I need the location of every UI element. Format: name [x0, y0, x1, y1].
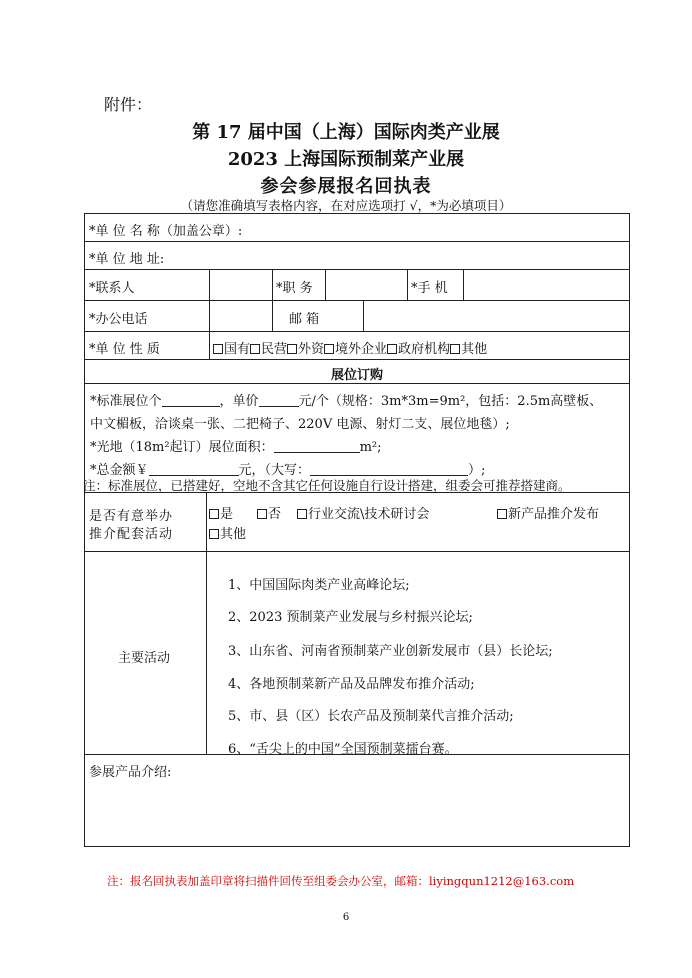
unit-nature-label: *单 位 性 质	[89, 342, 160, 357]
title-line-1: 第 17 届中国（上海）国际肉类产业展	[192, 122, 500, 143]
checkbox-overseas[interactable]: 境外企业	[324, 342, 387, 357]
checkbox-icon	[250, 344, 260, 354]
email-label: 邮 箱	[289, 312, 320, 327]
promo-label-2: 推介配套活动	[89, 527, 174, 542]
row-unit-name[interactable]	[85, 214, 629, 242]
row-main-activities	[85, 552, 629, 755]
divider	[209, 301, 210, 332]
checkbox-other[interactable]: 其他	[450, 342, 487, 357]
divider	[206, 493, 207, 552]
booth-note: 注：标准展位，已搭建好，空地不含其它任何设施自行设计搭建，组委会可推荐搭建商。	[83, 478, 571, 493]
registration-form	[84, 213, 630, 847]
attachment-label: 附件：	[104, 95, 153, 114]
divider	[363, 301, 364, 332]
row-promo-activities	[85, 493, 629, 552]
checkbox-icon	[450, 344, 460, 354]
row-products-intro[interactable]	[85, 755, 629, 846]
checkbox-government[interactable]: 政府机构	[387, 342, 450, 357]
unit-name-label: *单 位 名 称（加盖公章）:	[89, 224, 243, 239]
nature-options	[213, 338, 487, 357]
divider	[206, 552, 207, 755]
office-phone-label: *办公电话	[89, 312, 148, 327]
activity-item: 6、“舌尖上的中国”全国预制菜擂台赛。	[228, 742, 458, 757]
space-area-field[interactable]	[274, 440, 360, 453]
divider	[209, 332, 210, 360]
unit-address-label: *单 位 地 址:	[89, 252, 165, 267]
row-unit-nature	[85, 332, 629, 360]
divider	[272, 270, 273, 301]
amount-in-words-field[interactable]	[310, 463, 468, 476]
checkbox-icon	[297, 509, 307, 519]
row-contact	[85, 270, 629, 301]
mobile-label: *手 机	[411, 281, 448, 296]
position-label: *职 务	[276, 281, 313, 296]
promo-label-1: 是否有意举办	[89, 509, 174, 524]
products-intro-label: 参展产品介绍:	[89, 765, 172, 780]
title-line-3: 参会参展报名回执表	[260, 176, 432, 197]
checkbox-icon	[213, 344, 223, 354]
total-amount-field[interactable]	[149, 463, 239, 476]
checkbox-new-product[interactable]: 新产品推介发布	[497, 503, 599, 522]
booth-count-field[interactable]	[162, 394, 220, 407]
main-activities-label: 主要活动	[118, 651, 171, 666]
booth-line-4: *总金额￥ 元，（大写： ）;	[90, 463, 486, 478]
contact-label: *联系人	[89, 281, 135, 296]
row-unit-address[interactable]	[85, 242, 629, 270]
checkbox-icon	[287, 344, 297, 354]
divider	[209, 270, 210, 301]
activity-item: 1、中国国际肉类产业高峰论坛;	[228, 578, 410, 593]
title-line-2: 2023 上海国际预制菜产业展	[227, 149, 465, 170]
checkbox-yes[interactable]: 是	[209, 503, 233, 522]
booth-line-3: *光地（18m²起订）展位面积： m²;	[90, 440, 382, 455]
divider	[463, 270, 464, 301]
checkbox-state-owned[interactable]: 国有	[213, 342, 250, 357]
activity-item: 5、市、县（区）长农产品及预制菜代言推介活动;	[228, 709, 514, 724]
divider	[407, 270, 408, 301]
checkbox-foreign[interactable]: 外资	[287, 342, 324, 357]
instruction-note: （请您准确填写表格内容，在对应选项打 √，*为必填项目）	[180, 198, 512, 213]
booth-price-field[interactable]	[259, 394, 299, 407]
checkbox-seminar[interactable]: 行业交流\技术研讨会	[297, 503, 429, 522]
checkbox-no[interactable]: 否	[257, 503, 281, 522]
footer-note: 注：报名回执表加盖印章将扫描件回传至组委会办公室，邮箱：liyingqun1212@163.com	[107, 874, 575, 888]
row-office-phone	[85, 301, 629, 332]
checkbox-icon	[209, 509, 219, 519]
checkbox-icon	[209, 529, 219, 539]
row-booth-title	[85, 360, 629, 384]
activity-item: 3、山东省、河南省预制菜产业创新发展市（县）长论坛;	[228, 644, 553, 659]
page-number: 6	[342, 912, 350, 923]
checkbox-icon	[497, 509, 507, 519]
checkbox-promo-other[interactable]: 其他	[209, 523, 246, 542]
activity-item: 2、2023 预制菜产业发展与乡村振兴论坛;	[228, 610, 473, 625]
checkbox-private[interactable]: 民营	[250, 342, 287, 357]
row-booth-details	[85, 384, 629, 493]
booth-line-2: 中文楣板，洽谈桌一张、二把椅子、220V 电源、射灯二支、展位地毯）;	[90, 417, 510, 432]
divider	[272, 301, 273, 332]
activity-item: 4、各地预制菜新产品及品牌发布推介活动;	[228, 677, 475, 692]
divider	[325, 270, 326, 301]
booth-section-title: 展位订购	[330, 368, 383, 383]
checkbox-icon	[324, 344, 334, 354]
booth-line-1: *标准展位个 ，单价 元/个（规格：3m*3m=9m²，包括：2.5m高壁板、	[90, 394, 603, 409]
checkbox-icon	[387, 344, 397, 354]
checkbox-icon	[257, 509, 267, 519]
